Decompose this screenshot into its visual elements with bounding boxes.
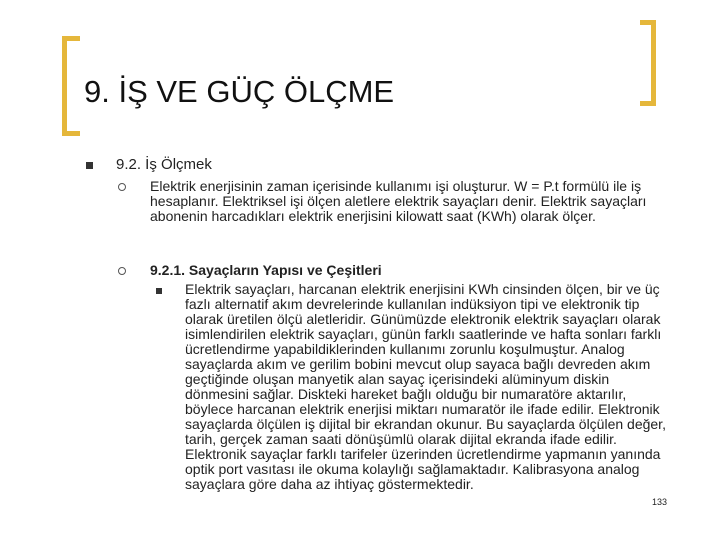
- ring-bullet-icon: [118, 267, 126, 275]
- square-bullet-icon: [156, 288, 162, 294]
- section-heading: 9.2. İş Ölçmek: [116, 156, 212, 173]
- right-bracket-vertical: [651, 20, 656, 106]
- right-bracket-top: [640, 20, 656, 25]
- left-bracket-bottom: [62, 131, 80, 136]
- left-bracket-top: [62, 36, 80, 41]
- page-number: 133: [652, 497, 668, 507]
- slide-title: 9. İŞ VE GÜÇ ÖLÇME: [84, 74, 395, 109]
- paragraph-meter-types: Elektrik sayaçları, harcanan elektrik enerjisini KWh cinsinden ölçen, bir ve üç fazlı alternatif akım devrelerinde kullanılan indüksiyon tipi ve elektronik tip olarak üretilen ölçü aletleridir. Günümüzde elektronik elektrik sayaçları olarak isimlendirilen elektrik sayaçları, günün farklı saatlerinde ve hafta sonları farklı ücretlendirme yapabildiklerinden kullanımı zorunlu koşulmuştur. Analog sayaçlarda akım ve gerilim bobini mevcut olup sayaca bağlı devreden akım geçtiğinde oluşan manyetik alan sayaç içerisindeki alüminyum diskin dönmesini sağlar. Diskteki hareket bağlı olduğu bir numaratöre aktarılır, böylece harcanan elektrik enerjisi miktarı numaratör ile ifade edilir. Elektronik sayaçlarda ölçülen iş dijital bir ekrandan okunur. Bu sayaçlarda ölçülen değer, tarih, gerçek zaman saati dönüşümlü olarak dijital ekranda ifade edilir. Elektronik sayaçlar farklı tarifeler üzerinden ücretlendirme yapmanın yanında optik port vasıtası ile okuma kolaylığı sağlamaktadır. Kalibrasyona analog sayaçlara göre daha az ihtiyaç göstermektedir.: [185, 281, 666, 492]
- square-bullet-icon: [86, 162, 93, 169]
- paragraph-work-definition: Elektrik enerjisinin zaman içerisinde kullanımı işi oluşturur. W = P.t formülü ile iş hesaplanır. Elektriksel işi ölçen aletlere elektrik sayaçları denir. Elektrik sayaçları abonenin harcadıkları elektrik enerjisini kilowatt saat (KWh) olarak ölçer.: [150, 178, 647, 224]
- right-bracket-bottom: [640, 101, 656, 106]
- ring-bullet-icon: [118, 183, 126, 191]
- left-bracket-vertical: [62, 36, 67, 136]
- subsection-heading: 9.2.1. Sayaçların Yapısı ve Çeşitleri: [150, 262, 382, 278]
